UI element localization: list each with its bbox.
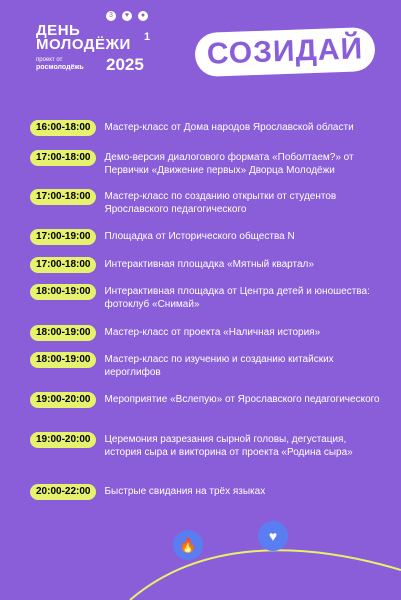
schedule-row <box>30 352 384 379</box>
schedule-row <box>30 189 384 216</box>
logo-sub2: росмолодёжь <box>36 64 84 71</box>
logo <box>26 12 166 76</box>
schedule-row <box>30 120 384 136</box>
heart-icon: ♥ <box>122 11 132 21</box>
car-icon: ● <box>138 11 148 21</box>
schedule-row <box>30 257 384 273</box>
time-pill: 18:00-19:00 <box>30 325 96 341</box>
time-pill: 16:00-18:00 <box>30 120 96 136</box>
time-pill: 17:00-18:00 <box>30 257 96 273</box>
logo-sub1: проект от <box>36 57 63 63</box>
logo-icons <box>106 11 148 21</box>
event-description: Мастер-класс от Дома народов Ярославской области <box>104 122 354 133</box>
schedule-row <box>30 392 384 408</box>
event-description: Мастер-класс по созданию открытки от студентов Ярославского педагогического <box>104 191 337 215</box>
logo-line2: МОЛОДЁЖИ <box>36 36 131 53</box>
time-pill: 18:00-19:00 <box>30 352 96 368</box>
time-pill: 17:00-18:00 <box>30 189 96 205</box>
schedule-row <box>30 284 384 311</box>
event-description: Мероприятие «Вслепую» от Ярославского педагогического <box>104 394 380 405</box>
schedule-row <box>30 229 384 245</box>
header <box>0 0 401 100</box>
schedule-row <box>30 325 384 341</box>
event-description: Интерактивная площадка от Центра детей и юношества: фотоклуб «Снимай» <box>104 286 370 310</box>
title-badge <box>194 27 375 77</box>
event-description: Церемония разрезания сырной головы, дегустация, история сыра и викторина от проекта «Родина сыра» <box>104 434 353 458</box>
badge-text: СОЗИДАЙ <box>206 32 364 71</box>
time-pill: 17:00-19:00 <box>30 229 96 245</box>
event-description: Площадка от Исторического общества N <box>104 231 295 242</box>
time-pill: 19:00-20:00 <box>30 392 96 408</box>
logo-number: 1 <box>144 31 151 43</box>
time-pill: 20:00-22:00 <box>30 484 96 500</box>
event-description: Мастер-класс по изучению и созданию китайских иероглифов <box>104 354 334 378</box>
logo-year: 2025 <box>106 55 144 74</box>
time-pill: 19:00-20:00 <box>30 432 96 448</box>
time-pill: 18:00-19:00 <box>30 284 96 300</box>
flame-icon: 🔥 <box>173 530 203 560</box>
time-pill: 17:00-18:00 <box>30 150 96 166</box>
heart-icon: ♥ <box>258 521 288 551</box>
event-description: Демо-версия диалогового формата «Поболтаем?» от Первички «Движение первых» Дворца Молодёжи <box>104 152 354 176</box>
event-description: Мастер-класс от проекта «Наличная история» <box>104 327 321 338</box>
logo-line1: ДЕНЬ <box>36 22 81 39</box>
event-description: Быстрые свидания на трёх языках <box>104 486 266 497</box>
event-description: Интерактивная площадка «Мятный квартал» <box>104 259 314 270</box>
schedule-row <box>30 432 384 459</box>
schedule-row <box>30 150 384 177</box>
schedule-row <box>30 484 384 500</box>
three-icon: 3 <box>106 11 116 21</box>
